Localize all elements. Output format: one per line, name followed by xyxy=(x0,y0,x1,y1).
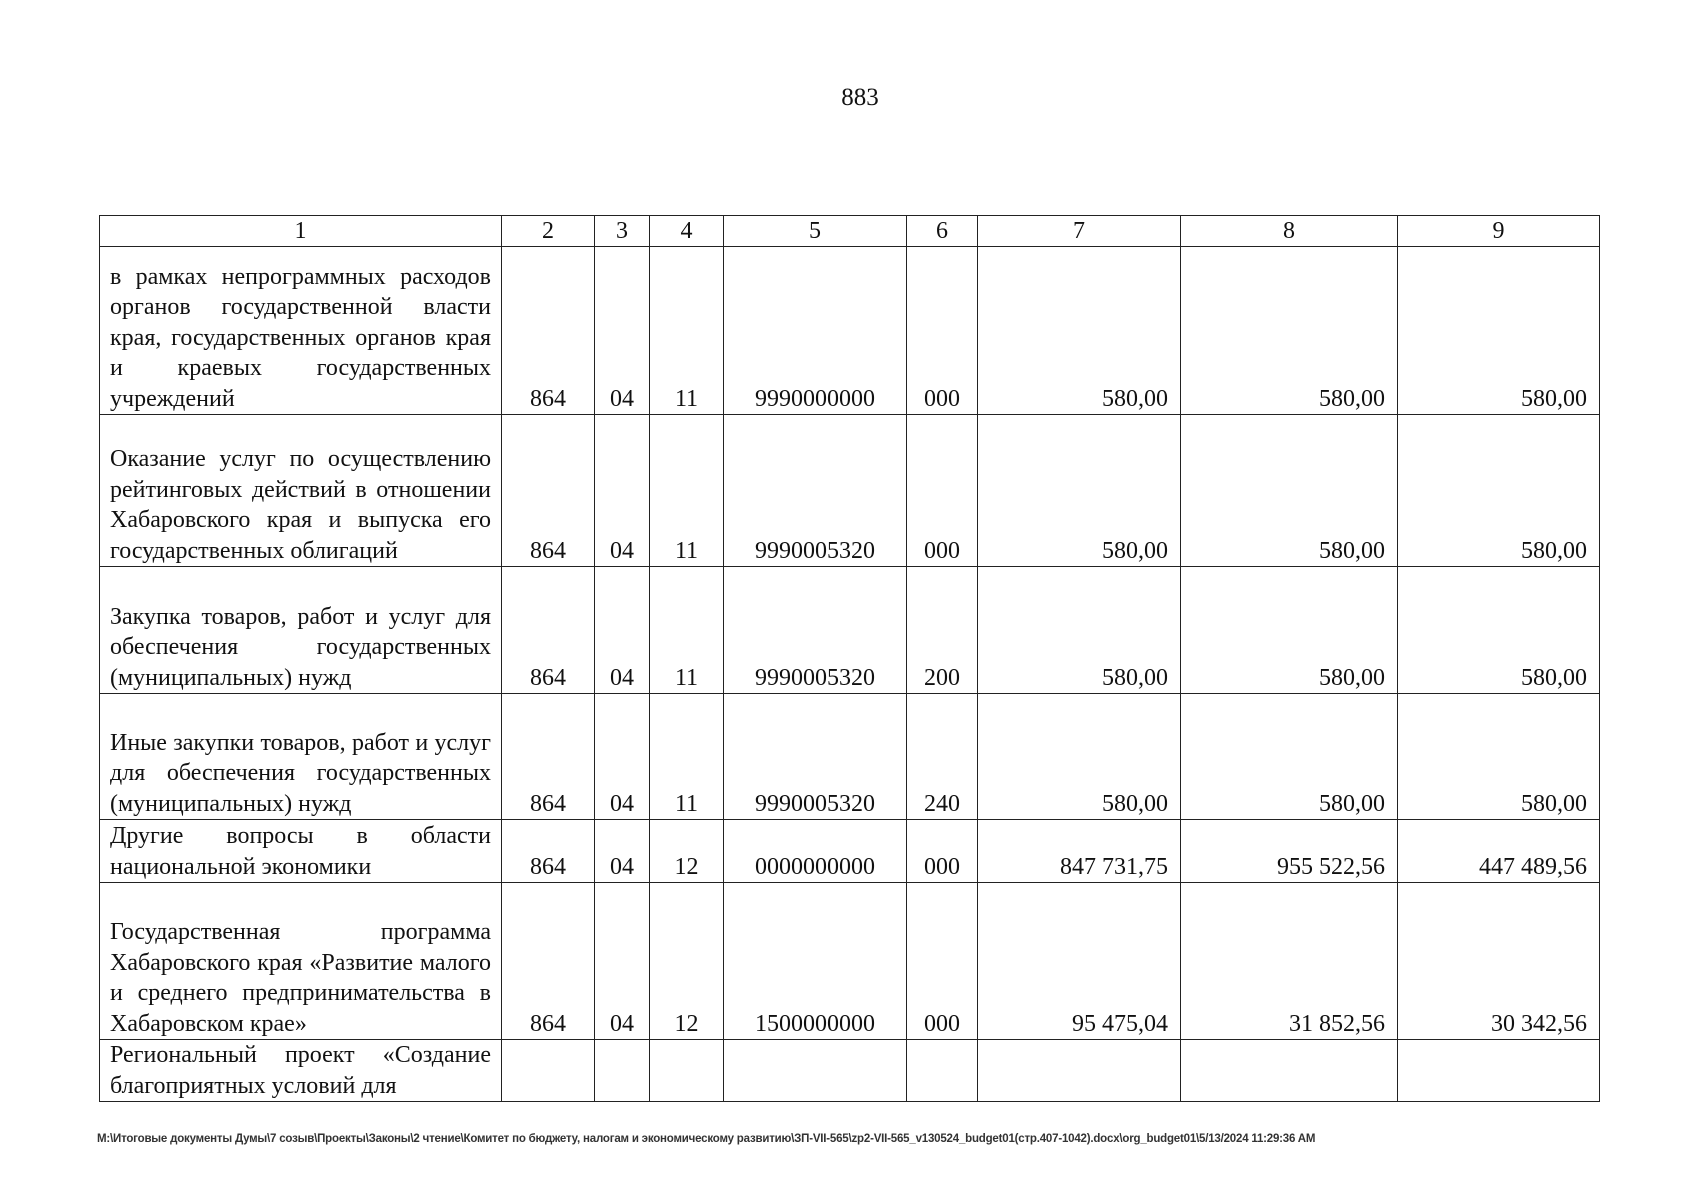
row-name: в рамках непрограммных расходов органов государственной власти края, государственных органов края и краевых государственных учреждений xyxy=(100,247,502,415)
cell-col6: 200 xyxy=(907,567,978,694)
cell-col9: 30 342,56 xyxy=(1398,883,1600,1040)
cell-col6: 000 xyxy=(907,883,978,1040)
cell-col9: 580,00 xyxy=(1398,567,1600,694)
cell-col7: 580,00 xyxy=(978,415,1181,567)
page-number: 883 xyxy=(841,84,879,111)
cell-col6: 000 xyxy=(907,820,978,883)
cell-col4: 11 xyxy=(650,415,724,567)
cell-col7: 580,00 xyxy=(978,247,1181,415)
cell-col8: 31 852,56 xyxy=(1181,883,1398,1040)
cell-col4: 12 xyxy=(650,883,724,1040)
cell-col5: 1500000000 xyxy=(724,883,907,1040)
cell-col5 xyxy=(724,1040,907,1102)
header-cell: 8 xyxy=(1181,216,1398,247)
cell-col4: 11 xyxy=(650,567,724,694)
cell-col7: 580,00 xyxy=(978,567,1181,694)
cell-col8: 955 522,56 xyxy=(1181,820,1398,883)
table-row xyxy=(100,567,1600,694)
cell-col3: 04 xyxy=(595,694,650,820)
budget-table xyxy=(99,215,1600,1102)
cell-col2: 864 xyxy=(502,694,595,820)
cell-col4: 12 xyxy=(650,820,724,883)
cell-col9: 447 489,56 xyxy=(1398,820,1600,883)
footer-file-path: M:\Итоговые документы Думы\7 созыв\Проекты\Законы\2 чтение\Комитет по бюджету, налогам и экономическому развитию\ЗП-VII-565\zp2-VII-565_v130524_budget01(стр.407-1042).docx\org_budget01\5/13/2024 11:29:36 AM xyxy=(97,1133,1316,1145)
cell-col7: 847 731,75 xyxy=(978,820,1181,883)
table-row xyxy=(100,694,1600,820)
header-cell: 9 xyxy=(1398,216,1600,247)
cell-col9 xyxy=(1398,1040,1600,1102)
header-cell: 2 xyxy=(502,216,595,247)
cell-col4: 11 xyxy=(650,247,724,415)
cell-col8: 580,00 xyxy=(1181,247,1398,415)
table-row xyxy=(100,415,1600,567)
header-cell: 4 xyxy=(650,216,724,247)
table-row xyxy=(100,820,1600,883)
cell-col5: 9990005320 xyxy=(724,694,907,820)
header-row xyxy=(100,216,1600,247)
cell-col8: 580,00 xyxy=(1181,567,1398,694)
cell-col2: 864 xyxy=(502,883,595,1040)
cell-col6: 000 xyxy=(907,247,978,415)
cell-col9: 580,00 xyxy=(1398,415,1600,567)
cell-col8: 580,00 xyxy=(1181,415,1398,567)
cell-col3 xyxy=(595,1040,650,1102)
header-cell: 7 xyxy=(978,216,1181,247)
row-name: Государственная программа Хабаровского края «Развитие малого и среднего предпринимательства в Хабаровском крае» xyxy=(100,883,502,1040)
header-cell: 1 xyxy=(100,216,502,247)
table-row xyxy=(100,247,1600,415)
cell-col6: 240 xyxy=(907,694,978,820)
cell-col7: 580,00 xyxy=(978,694,1181,820)
table-body xyxy=(100,216,1600,1102)
cell-col5: 0000000000 xyxy=(724,820,907,883)
table-row xyxy=(100,1040,1600,1102)
cell-col2: 864 xyxy=(502,415,595,567)
cell-col3: 04 xyxy=(595,883,650,1040)
cell-col7: 95 475,04 xyxy=(978,883,1181,1040)
cell-col2 xyxy=(502,1040,595,1102)
cell-col2: 864 xyxy=(502,247,595,415)
header-cell: 3 xyxy=(595,216,650,247)
cell-col3: 04 xyxy=(595,247,650,415)
cell-col6: 000 xyxy=(907,415,978,567)
cell-col5: 9990005320 xyxy=(724,415,907,567)
cell-col5: 9990000000 xyxy=(724,247,907,415)
header-cell: 5 xyxy=(724,216,907,247)
row-name: Иные закупки товаров, работ и услуг для обеспечения государственных (муниципальных) нужд xyxy=(100,694,502,820)
cell-col8: 580,00 xyxy=(1181,694,1398,820)
row-name: Оказание услуг по осуществлению рейтинговых действий в отношении Хабаровского края и выпуска его государственных облигаций xyxy=(100,415,502,567)
cell-col7 xyxy=(978,1040,1181,1102)
cell-col2: 864 xyxy=(502,820,595,883)
row-name: Другие вопросы в области национальной экономики xyxy=(100,820,502,883)
cell-col4: 11 xyxy=(650,694,724,820)
row-name: Закупка товаров, работ и услуг для обеспечения государственных (муниципальных) нужд xyxy=(100,567,502,694)
cell-col6 xyxy=(907,1040,978,1102)
cell-col5: 9990005320 xyxy=(724,567,907,694)
cell-col8 xyxy=(1181,1040,1398,1102)
cell-col3: 04 xyxy=(595,567,650,694)
cell-col9: 580,00 xyxy=(1398,247,1600,415)
cell-col4 xyxy=(650,1040,724,1102)
cell-col3: 04 xyxy=(595,415,650,567)
header-cell: 6 xyxy=(907,216,978,247)
cell-col9: 580,00 xyxy=(1398,694,1600,820)
cell-col2: 864 xyxy=(502,567,595,694)
row-name: Региональный проект «Создание благоприятных условий для xyxy=(100,1040,502,1102)
table-row xyxy=(100,883,1600,1040)
cell-col3: 04 xyxy=(595,820,650,883)
